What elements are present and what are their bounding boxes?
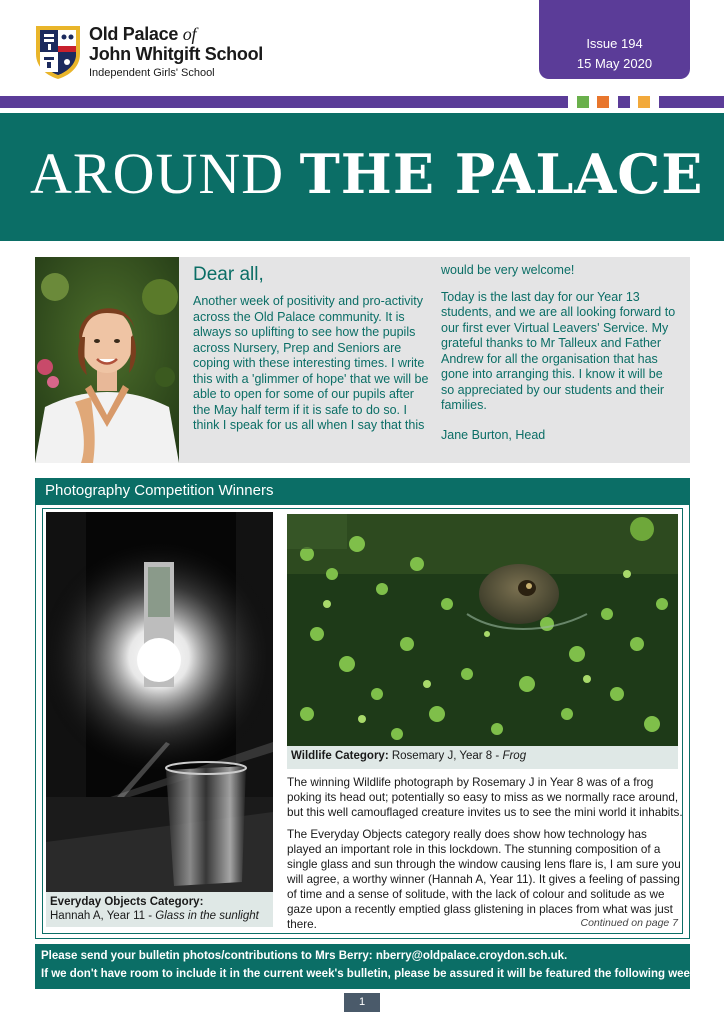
accent-square-yellow xyxy=(638,96,650,108)
continued-note: Continued on page 7 xyxy=(580,917,678,929)
accent-square-green xyxy=(577,96,589,108)
headteacher-photo xyxy=(35,257,179,463)
masthead-title: AROUND THE PALACE xyxy=(30,141,704,206)
school-crest-logo xyxy=(34,24,82,80)
wildlife-caption xyxy=(287,746,678,769)
page-number: 1 xyxy=(344,993,380,1012)
glass-in-sunlight-photo xyxy=(46,512,273,892)
caption-author: Rosemary J, Year 8 - xyxy=(388,750,503,762)
issue-date: 15 May 2020 xyxy=(576,56,653,71)
caption-author: Hannah A, Year 11 - xyxy=(50,910,156,922)
issue-number: Issue 194 xyxy=(586,36,643,51)
accent-square-orange xyxy=(597,96,609,108)
caption-photo-title: Frog xyxy=(502,750,527,762)
caption-category: Everyday Objects Category: xyxy=(50,896,204,908)
school-tagline: Independent Girls' School xyxy=(89,67,215,79)
intro-column-2 xyxy=(441,263,677,454)
header-divider-bar xyxy=(0,96,568,108)
issue-badge xyxy=(539,0,690,79)
intro-paragraph: Today is the last day for our Year 13 students, and we are all looking forward to our first ever Virtual Leavers' Service. My grateful thanks to Mr Talleux and Father Andrew for all the organisation that has gone into arranging this. I know it will be so appreciated by our students and their families. xyxy=(441,289,676,412)
intro-paragraph: would be very welcome! xyxy=(441,263,575,277)
caption-photo-title: Glass in the sunlight xyxy=(155,910,259,922)
everyday-objects-description: The Everyday Objects category really does show how technology has played an important role in this lockdown. The stunning composition of a single glass and sun through the window causing lens flare is, I am sure you will agree, a worthy winner (Hannah A, Year 11). It gives a feeling of passing of time and a sense of solitude, with the lack of colour and solitude as we gaze upon a recently emptied glass glistening in places from what was just there. xyxy=(287,828,681,931)
greeting: Dear all, xyxy=(193,264,264,285)
frog-photo xyxy=(287,514,678,746)
wildlife-description: The winning Wildlife photograph by Rosemary J in Year 8 was of a frog poking its head out; potentially so easy to miss as we normally race around, but this well camouflaged creature invites us to see the mini world it inhabits. xyxy=(287,776,683,819)
footer-contact-line: Please send your bulletin photos/contributions to Mrs Berry: nberry@oldpalace.croydon.sch.uk. xyxy=(41,950,568,962)
school-name-line2: John Whitgift School xyxy=(89,44,263,64)
school-name-line1: Old Palace of xyxy=(89,24,197,44)
everyday-objects-caption xyxy=(46,892,273,927)
caption-category: Wildlife Category: xyxy=(291,750,389,762)
header-divider-bar-right xyxy=(659,96,724,108)
signature: Jane Burton, Head xyxy=(441,427,546,442)
footer-note-line: If we don't have room to include it in the current week's bulletin, please be assured it will be featured the following week. xyxy=(41,968,700,980)
accent-square-purple xyxy=(618,96,630,108)
intro-column-1: Another week of positivity and pro-activity across the Old Palace community. It is always so uplifting to see how the pupils across Nursery, Prep and Seniors are coping with these interesting times. I write this with a 'glimmer of hope' that we will be able to open for some of our pupils after the May half term if it is safe to do so. I think I speak for us all when I say that this xyxy=(193,294,429,432)
competition-title: Photography Competition Winners xyxy=(45,482,274,499)
